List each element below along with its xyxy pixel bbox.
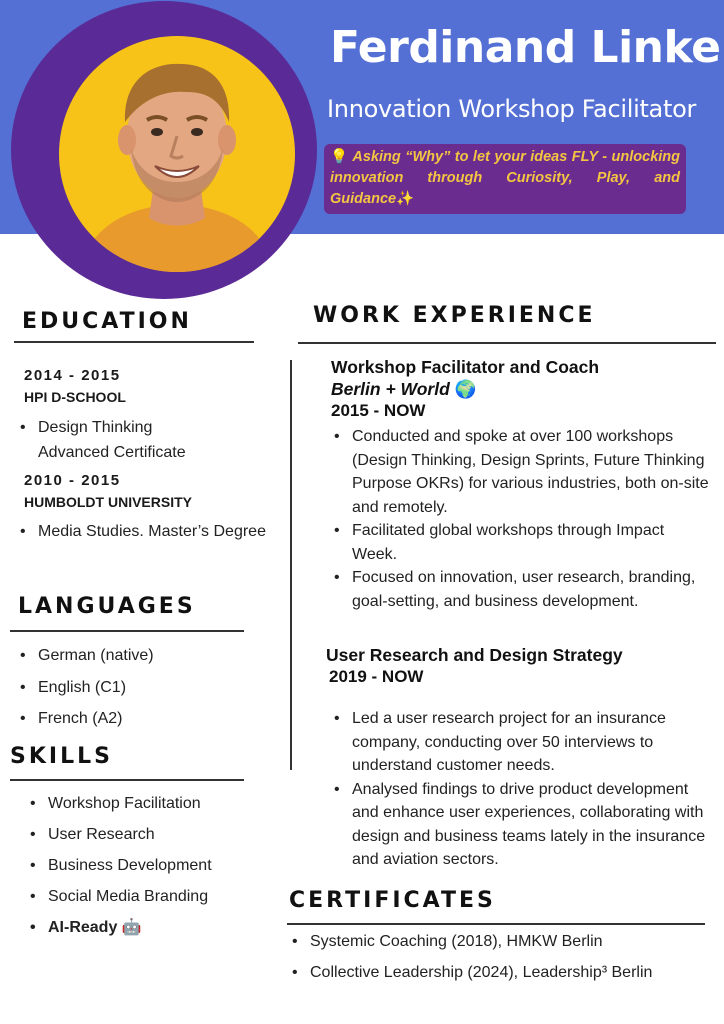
tagline-box <box>324 144 686 214</box>
sparkles-icon: ✨ <box>396 191 415 207</box>
profile-portrait-illustration <box>59 36 295 272</box>
education-years: 2010 - 2015 <box>24 472 121 489</box>
education-school: HUMBOLDT UNIVERSITY <box>24 494 192 510</box>
job-dates: 2019 - NOW <box>329 667 424 686</box>
languages-title: LANGUAGES <box>18 594 196 619</box>
list-item <box>28 912 286 943</box>
education-items <box>18 415 278 465</box>
experience-divider <box>298 342 716 344</box>
education-divider <box>14 341 254 343</box>
list-item: • User Research <box>28 819 286 850</box>
education-items <box>18 520 286 544</box>
globe-icon: 🌍 <box>454 379 477 399</box>
list-item: • Led a user research project for an insurance company, conducting over 50 interviews to understand customer needs. <box>332 707 710 778</box>
certificates-title: CERTIFICATES <box>289 888 496 913</box>
list-item: • German (native) <box>18 640 258 672</box>
list-item: • Workshop Facilitation <box>28 788 286 819</box>
profile-photo-frame <box>11 1 317 299</box>
list-item-text: Advanced Certificate <box>38 444 186 461</box>
list-item: • Design Thinking <box>18 415 278 440</box>
list-item-continued <box>18 440 278 465</box>
job-location <box>331 379 476 400</box>
list-item: • Facilitated global workshops through Impact Week. <box>332 519 710 566</box>
languages-divider <box>10 630 244 632</box>
education-title: EDUCATION <box>22 309 192 334</box>
job-bullets <box>332 707 710 872</box>
list-item: • Systemic Coaching (2018), HMKW Berlin <box>290 926 710 957</box>
education-years: 2014 - 2015 <box>24 367 121 384</box>
column-divider <box>290 360 292 770</box>
list-item: • Analysed findings to drive product development and enhance user experiences, collaborating with design and business teams lately in the insurance and aviation sectors. <box>332 778 710 872</box>
list-item: • French (A2) <box>18 703 258 735</box>
tagline-text: Asking “Why” to let your ideas FLY - unlocking innovation through Curiosity, Play, and Guidance <box>330 149 681 207</box>
education-school: HPI D-SCHOOL <box>24 389 126 405</box>
languages-list <box>18 640 258 735</box>
job-role: Innovation Workshop Facilitator <box>327 95 697 123</box>
list-item: • Collective Leadership (2024), Leadership³ Berlin <box>290 957 710 988</box>
list-item: • Media Studies. Master’s Degree <box>18 520 286 544</box>
list-item: • English (C1) <box>18 672 258 704</box>
list-item: • Business Development <box>28 850 286 881</box>
job-bullets <box>332 425 710 613</box>
certificates-list <box>290 926 710 988</box>
skills-title: SKILLS <box>10 744 113 769</box>
list-item: • Conducted and spoke at over 100 workshops (Design Thinking, Design Sprints, Future Thinking Purpose OKRs) for various industries, both on-site and remotely. <box>332 425 710 519</box>
job-title: Workshop Facilitator and Coach <box>331 357 600 377</box>
skills-list <box>28 788 286 943</box>
experience-title: WORK EXPERIENCE <box>313 303 596 328</box>
list-item: • Social Media Branding <box>28 881 286 912</box>
skills-divider <box>10 779 244 781</box>
list-item-text: AI-Ready <box>48 919 118 936</box>
list-item: • Focused on innovation, user research, branding, goal-setting, and business development. <box>332 566 710 613</box>
robot-icon: 🤖 <box>121 919 142 936</box>
certificates-divider <box>287 923 705 925</box>
person-name: Ferdinand Linke <box>330 22 721 73</box>
job-location-text: Berlin + World <box>331 379 450 399</box>
job-title: User Research and Design Strategy <box>326 645 623 665</box>
lightbulb-icon: 💡 <box>330 149 349 165</box>
profile-photo <box>59 36 295 272</box>
job-dates: 2015 - NOW <box>331 401 426 420</box>
